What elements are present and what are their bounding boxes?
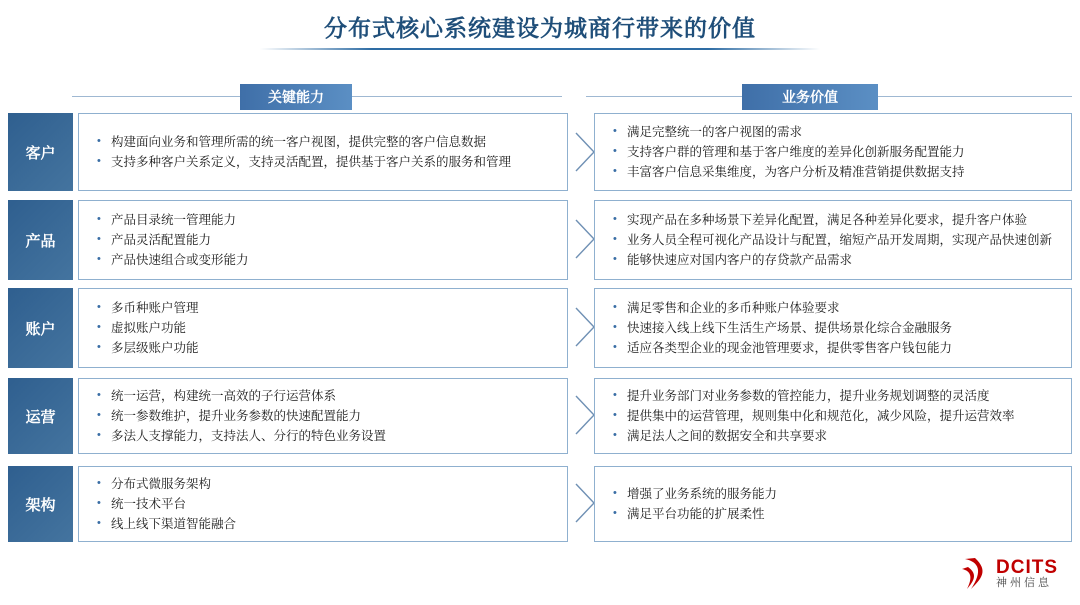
list-item: • 支持多种客户关系定义，支持灵活配置，提供基于客户关系的服务和管理: [97, 152, 553, 172]
bullet-icon: •: [97, 134, 101, 147]
bullet-icon: •: [97, 429, 101, 442]
row-capabilities-product: [78, 200, 568, 280]
column-header-business-value: 业务价值: [742, 84, 878, 110]
logo: [959, 557, 1058, 591]
list-item: • 能够快速应对国内客户的存贷款产品需求: [613, 250, 1057, 270]
list-item: • 提升业务部门对业务参数的管控能力，提升业务规划调整的灵活度: [613, 386, 1057, 406]
bullet-icon: •: [613, 212, 617, 225]
list-item: • 统一技术平台: [97, 494, 553, 514]
bullet-icon: •: [613, 429, 617, 442]
row-label-account: 账户: [8, 288, 73, 368]
list-item: • 业务人员全程可视化产品设计与配置，缩短产品开发周期，实现产品快速创新: [613, 230, 1057, 250]
row-capabilities-account: [78, 288, 568, 368]
bullet-icon: •: [613, 320, 617, 333]
list-item: • 分布式微服务架构: [97, 474, 553, 494]
row-value-account: [594, 288, 1072, 368]
row-capabilities-customer: [78, 113, 568, 191]
bullet-icon: •: [613, 408, 617, 421]
bullet-icon: •: [97, 408, 101, 421]
bullet-icon: •: [97, 212, 101, 225]
list-item: • 丰富客户信息采集维度，为客户分析及精准营销提供数据支持: [613, 162, 1057, 182]
list-item: • 多层级账户功能: [97, 338, 553, 358]
list-item: • 适应各类型企业的现金池管理要求，提供零售客户钱包能力: [613, 338, 1057, 358]
logo-name: DCITS: [996, 557, 1058, 579]
bullet-icon: •: [613, 165, 617, 178]
bullet-icon: •: [613, 253, 617, 266]
list-item: • 满足法人之间的数据安全和共享要求: [613, 426, 1057, 446]
row-label-architecture: 架构: [8, 466, 73, 542]
bullet-icon: •: [97, 253, 101, 266]
table-row: [8, 113, 1072, 191]
table-row: [8, 378, 1072, 454]
list-item: • 产品目录统一管理能力: [97, 210, 553, 230]
bullet-icon: •: [97, 232, 101, 245]
logo-text: [996, 558, 1058, 589]
list-item: • 增强了业务系统的服务能力: [613, 484, 1057, 504]
row-label-customer: 客户: [8, 113, 73, 191]
table-row: [8, 200, 1072, 280]
title-divider: [260, 48, 820, 50]
list-item: • 支持客户群的管理和基于客户维度的差异化创新服务配置能力: [613, 142, 1057, 162]
bullet-icon: •: [97, 517, 101, 530]
bullet-icon: •: [613, 486, 617, 499]
list-item: • 提供集中的运营管理，规则集中化和规范化，减少风险，提升运营效率: [613, 406, 1057, 426]
arrow-icon-row-2: [574, 218, 596, 260]
row-value-customer: [594, 113, 1072, 191]
list-item: • 满足完整统一的客户视图的需求: [613, 122, 1057, 142]
page-title: [0, 10, 1080, 49]
bullet-icon: •: [97, 300, 101, 313]
row-value-operations: [594, 378, 1072, 454]
bullet-icon: •: [613, 124, 617, 137]
arrow-icon-row-4: [574, 394, 596, 436]
bullet-icon: •: [613, 507, 617, 519]
list-item: • 虚拟账户功能: [97, 318, 553, 338]
list-item: • 构建面向业务和管理所需的统一客户视图，提供完整的客户信息数据: [97, 132, 553, 152]
row-value-product: [594, 200, 1072, 280]
logo-subtitle: 神州信息: [996, 577, 1052, 590]
row-label-operations: 运营: [8, 378, 73, 454]
bullet-icon: •: [97, 155, 101, 167]
list-item: • 满足零售和企业的多币种账户体验要求: [613, 298, 1057, 318]
bullet-icon: •: [613, 232, 617, 245]
table-row: [8, 288, 1072, 368]
page-title-text: 分布式核心系统建设为城商行带来的价值: [324, 15, 756, 41]
bullet-icon: •: [97, 496, 101, 509]
bullet-icon: •: [97, 476, 101, 489]
bullet-icon: •: [97, 320, 101, 333]
list-item: • 满足平台功能的扩展柔性: [613, 504, 1057, 524]
bullet-icon: •: [97, 388, 101, 401]
table-row: [8, 466, 1072, 542]
bullet-icon: •: [613, 300, 617, 313]
row-value-architecture: [594, 466, 1072, 542]
list-item: • 快速接入线上线下生活生产场景、提供场景化综合金融服务: [613, 318, 1057, 338]
list-item: • 产品快速组合或变形能力: [97, 250, 553, 270]
list-item: • 线上线下渠道智能融合: [97, 514, 553, 534]
bullet-icon: •: [613, 388, 617, 401]
row-capabilities-operations: [78, 378, 568, 454]
arrow-icon-row-1: [574, 131, 596, 173]
list-item: • 统一参数维护，提升业务参数的快速配置能力: [97, 406, 553, 426]
bullet-icon: •: [97, 341, 101, 354]
arrow-icon-row-5: [574, 482, 596, 524]
list-item: • 多币种账户管理: [97, 298, 553, 318]
dcits-logo-icon: [959, 557, 989, 591]
column-header-capabilities: 关键能力: [240, 84, 352, 110]
list-item: • 多法人支撑能力，支持法人、分行的特色业务设置: [97, 426, 553, 446]
row-label-product: 产品: [8, 200, 73, 280]
list-item: • 产品灵活配置能力: [97, 230, 553, 250]
bullet-icon: •: [613, 341, 617, 354]
list-item: • 统一运营，构建统一高效的子行运营体系: [97, 386, 553, 406]
list-item: • 实现产品在多种场景下差异化配置，满足各种差异化要求，提升客户体验: [613, 210, 1057, 230]
arrow-icon-row-3: [574, 306, 596, 348]
bullet-icon: •: [613, 144, 617, 157]
row-capabilities-architecture: [78, 466, 568, 542]
